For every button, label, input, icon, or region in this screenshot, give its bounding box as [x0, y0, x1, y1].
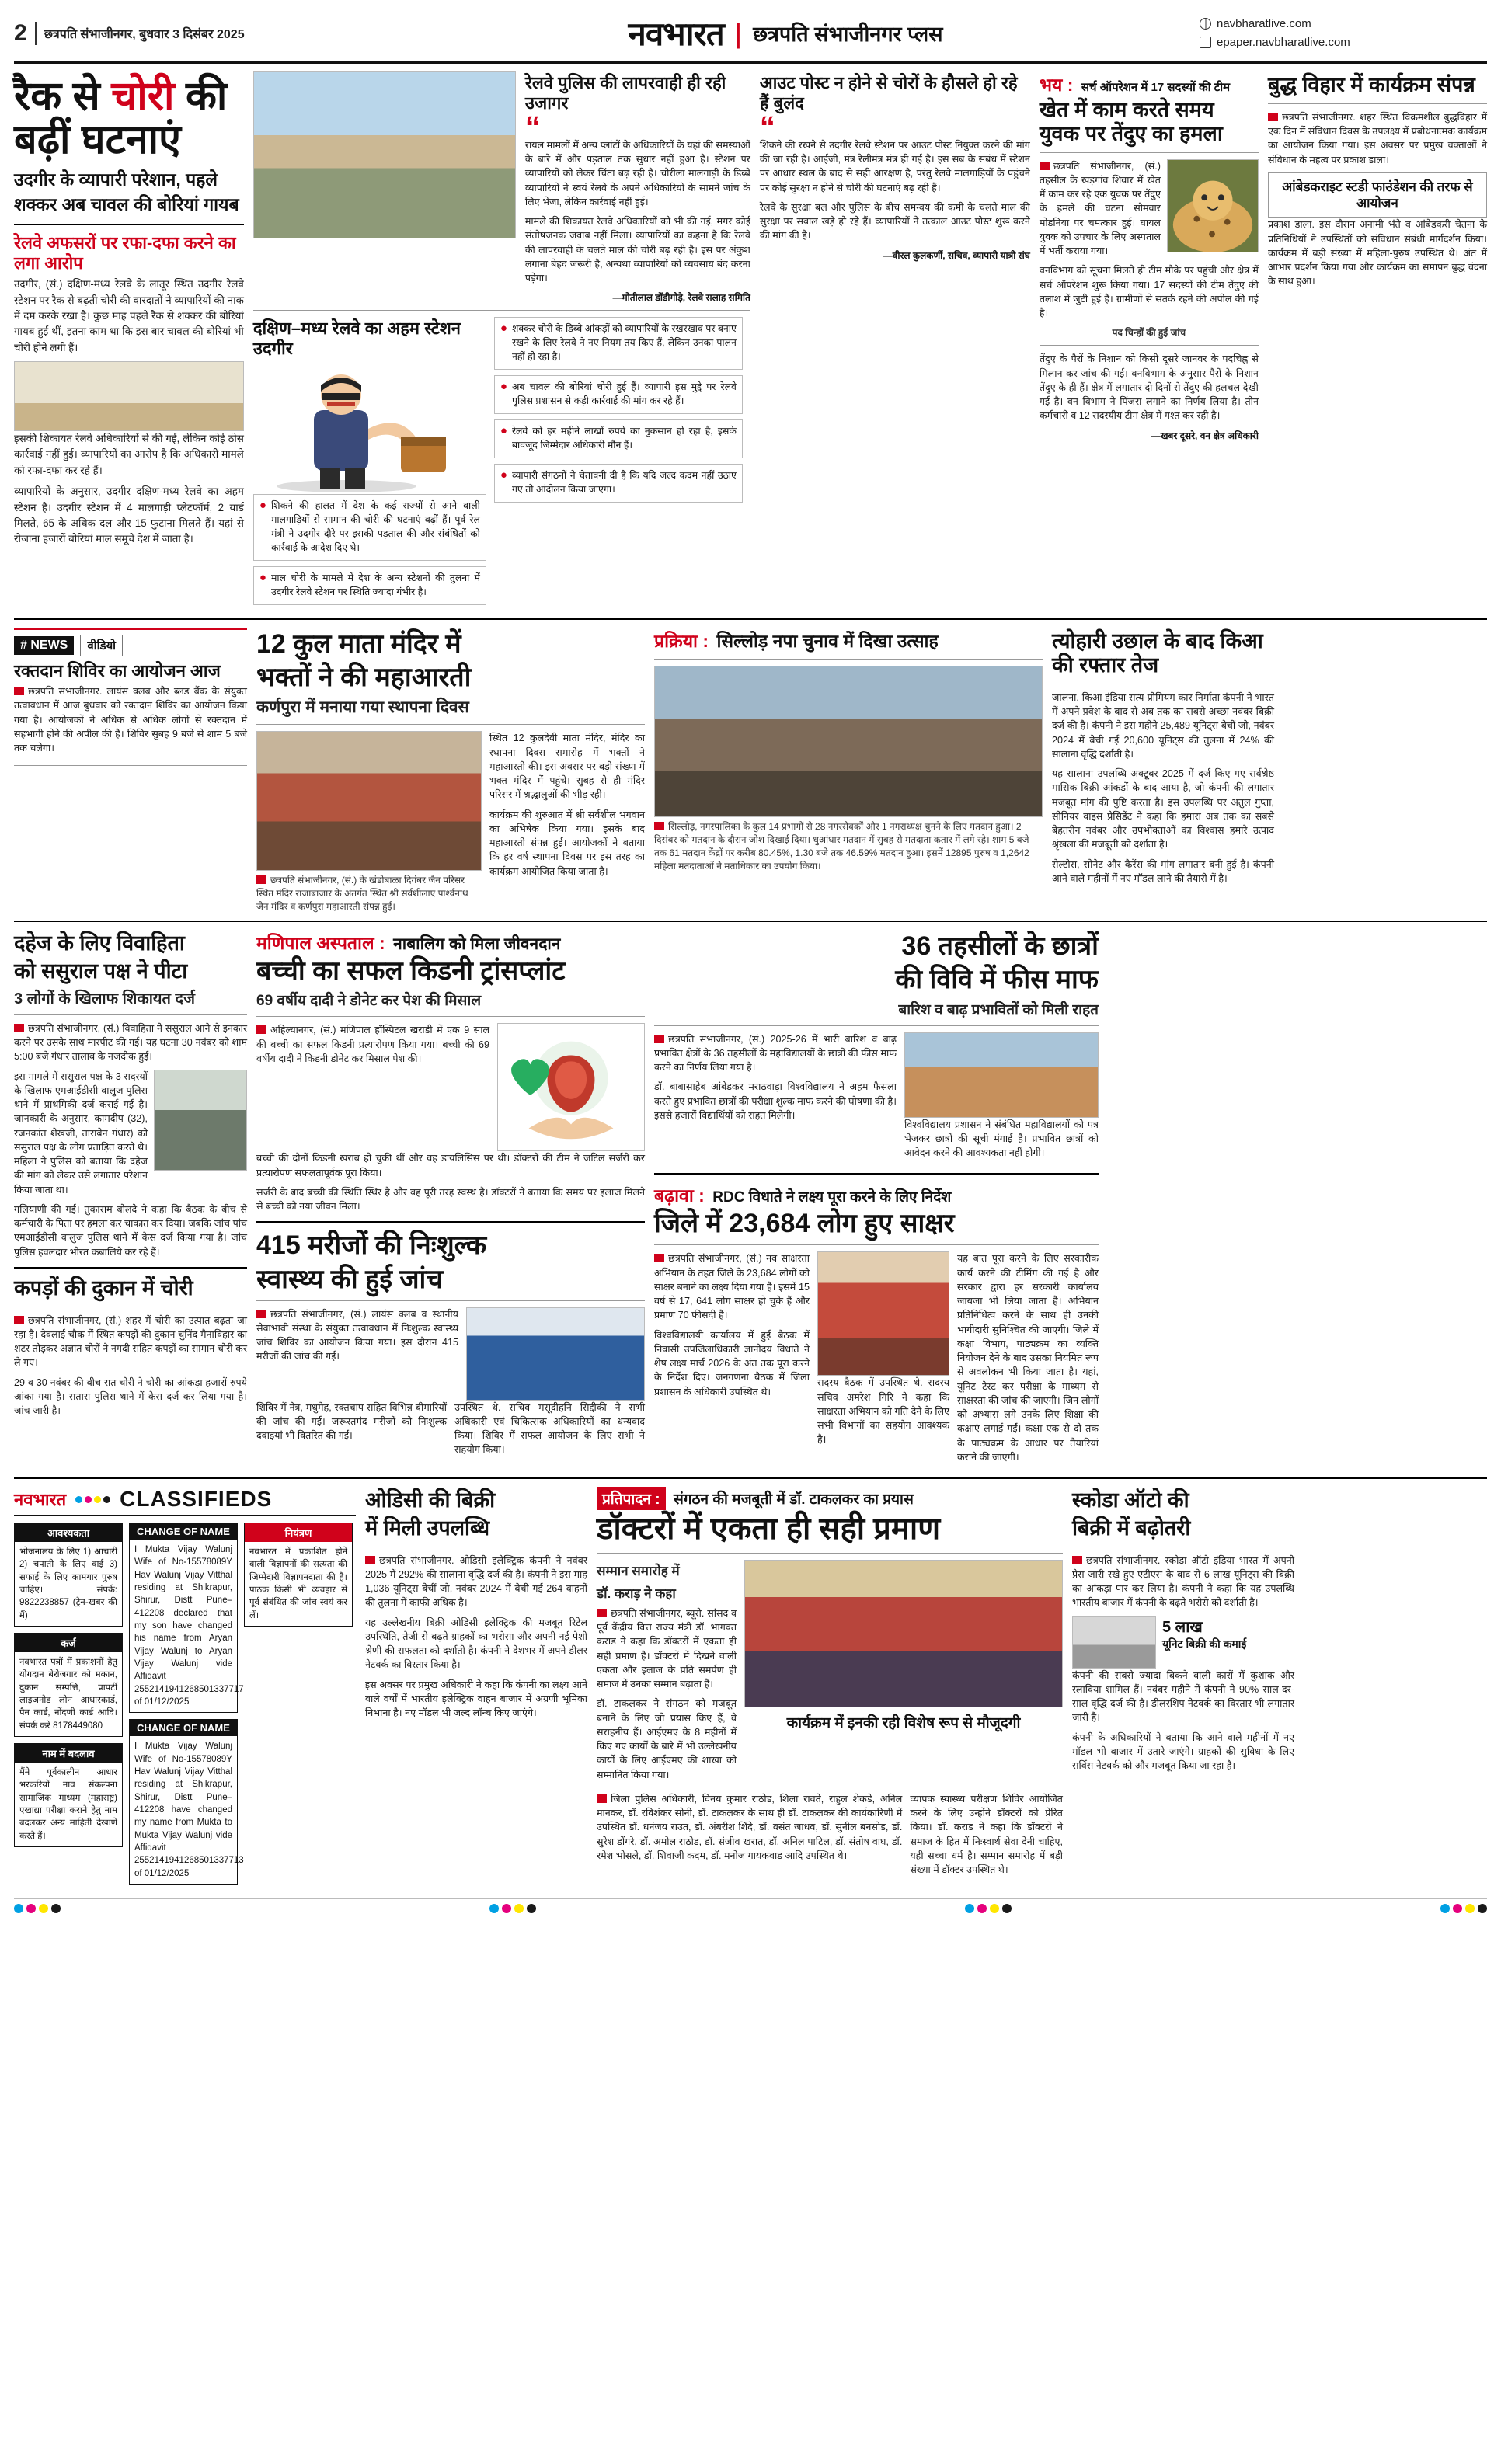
polling-queue-photo — [654, 666, 1043, 817]
classified-ad — [14, 1743, 123, 1847]
column-doctors — [597, 1487, 1063, 1891]
leopard-side-para: तेंदुए के पैरों के निशान को किसी दूसरे जानवर के पदचिह्न से मिलान कर जांच की गई। वनविभाग के अनुसार पैरों के निशान तेंदुए के ही हैं। क्षेत्र में लगातार दो दिनों से तेंदुए की हलचल देखी गई है। वन विभाग ने पिंजरा लगाने का निर्णय लिया है। तीन कर्मचारी व 12 सदस्यीय टीम क्षेत्र में गश्त कर रही है। — [1039, 353, 1259, 422]
bullet-item: ● व्यापारी संगठनों ने चेतावनी दी है कि यदि जल्द कदम नहीं उठाए गए तो आंदोलन किया जाएगा। — [494, 464, 743, 503]
doctors-para-2: डॉ. टाकलकर ने संगठन को मजबूत बनाने के लिए जो प्रयास किए हैं, वे सराहनीय हैं। आईएमए के 8 महीनों में किए गए कार्यों के बारे में भी उल्लेखनीय कार्यों के लिए आईएमए की शाखा को सम्मानित किया गया। — [597, 1698, 737, 1780]
temple-headline-1: 12 कुल माता मंदिर में — [256, 629, 461, 660]
literacy-kicker-rest: RDC विधाते ने लक्ष्य पूरा करने के लिए निर्देश — [712, 1189, 952, 1206]
bullet-item: ● शिकने की हालत में देश के कई राज्यों से आने वाली मालगाड़ियों से सामान की चोरी की घटनाएं बढ़ीं हैं। पूर्व रेल मंत्री ने उदगीर दौरे पर इसकी पड़ताल की और संबंधितों को कार्रवाई के आदेश दिए थे। — [253, 494, 486, 561]
health-camp-headline-2: स्वास्थ्य की हुई जांच — [256, 1264, 443, 1294]
column-2 — [253, 71, 1030, 611]
color-bar-mid2 — [965, 1904, 1012, 1913]
dowry-headline-1: दहेज के लिए विवाहिता — [14, 931, 185, 955]
divider — [597, 1553, 1063, 1554]
manipal-kicker-rest: नाबालिग को मिला जीवनदान — [393, 935, 561, 954]
fee-waiver-para-1: छत्रपति संभाजीनगर, (सं.) 2025-26 में भारी बारिश व बाढ़ प्रभावित क्षेत्रों के 36 तहसीलों के महाविद्यालयों के छात्रों की फीस माफ करने का निर्णय लिया गया है। — [654, 1033, 897, 1074]
temple-para-1: स्थित 12 कुलदेवी माता मंदिर, मंदिर का स्थापना दिवस समारोह में भक्तों ने महाआरती की। इस अवसर पर बड़ी संख्या में भक्त मंदिर में पहुंचे। सुबह से ही मंदिर परिसर में श्रद्धालुओं की भीड़ रही। — [489, 733, 645, 801]
masthead-separator: | — [734, 16, 743, 49]
column-1 — [14, 71, 244, 611]
bullet-dot-icon: ● — [259, 571, 266, 585]
page-number: 2 — [14, 22, 37, 45]
outpost-headline: आउट पोस्ट न होने से चोरों के हौसले हो रहे हैं बुलंद — [759, 73, 1018, 113]
footer-registration-marks — [14, 1898, 1487, 1913]
column-1-row2 — [14, 628, 247, 913]
flag-icon — [1040, 162, 1050, 170]
skoda-para-1: छत्रपति संभाजीनगर. स्कोडा ऑटो इंडिया भारत में अपनी प्रेस जारी रखे हुए एटीएस के बाद से 6 लाख यूनिट्स की बिक्री का आंकड़ा पार कर लिया है। कंपनी ने कहा कि यह उपलब्धि भारतीय बाजार में कंपनी के बढ़ते भरोसे को दर्शाती है। — [1072, 1554, 1294, 1609]
flag-icon — [1268, 113, 1278, 121]
kidney-illustration — [497, 1023, 645, 1151]
flag-icon — [654, 1035, 664, 1043]
masthead — [14, 11, 1487, 64]
column-classifieds — [14, 1487, 356, 1891]
classifieds-column — [244, 1523, 353, 1891]
classified-ad — [14, 1523, 123, 1627]
health-camp-caption: उपस्थित थे. सचिव मसूदीहनि सिद्दीकी ने सभी अधिकारी एवं चिकित्सक अधिकारियों का धन्यवाद किया। शिविर में सफल आयोजन के लिए सभी ने सहयोग किया। — [454, 1401, 645, 1456]
quote-icon: “ — [524, 110, 541, 144]
kia-headline: त्योहारी उछाल के बाद किआ की रफ्तार तेज — [1052, 629, 1263, 677]
temple-subhead: कर्णपुरा में मनाया गया स्थापना दिवस — [256, 698, 469, 717]
doctors-kicker-line — [597, 1487, 1063, 1510]
divider — [256, 1016, 645, 1017]
classifieds-title: CLASSIFIEDS — [120, 1487, 273, 1512]
color-dot-black — [103, 1496, 110, 1503]
color-dot-yellow — [39, 1904, 48, 1913]
classifieds-column — [14, 1523, 123, 1891]
temple-photo-caption: छत्रपति संभाजीनगर, (सं.) के खंडोबाळा दिगंबर जैन परिसर स्थित मंदिर राजाबाजार के अंतर्गत स्थित श्री सर्वशीलाए पार्श्वनाथ जैन मंदिर व कर्णपुरा महाआरती संपन्न हुई। — [256, 875, 468, 913]
flag-icon — [654, 1254, 664, 1262]
health-camp-photo — [466, 1307, 645, 1401]
divider — [14, 921, 1487, 922]
fee-waiver-para-3: विश्वविद्यालय प्रशासन ने संबंधित महाविद्यालयों को पत्र भेजकर छात्रों की सूची मंगाई है। प्रभावित छात्रों को आवेदन करने की आवश्यकता नहीं होगी। — [904, 1119, 1099, 1159]
rail-police-quote-1: रायल मामलों में अन्य प्लांटों के अधिकारियों के यहां की समस्याओं के बारे में और पड़ताल तक सुधार नहीं हुआ है। स्टेशन पर व्यापारियों को लेकर चिंता बढ़ रही है। चोरीला मालगाड़ी के डिब्बे व्यापारियों ने स्वयं रेलवे के अपने अधिकारियों के सामने जांच के लिए भेजा, लेकिन कार्रवाई नहीं हुई। — [524, 139, 750, 207]
divider — [654, 1173, 1099, 1175]
kia-para-1: जालना. किआ इंडिया सत्य-प्रीमियम कार निर्माता कंपनी ने भारत में अपने प्रवेश के बाद से अब तक का सबसे अच्छा नवंबर बिक्री दर्ज की है। कंपनी ने इस महीने 25,489 यूनिट्स बेचीं जो, नवंबर 2024 में बेची गई 20,600 यूनिट्स की तुलना में 24% की सालाना वृद्धि दर्शाती है। — [1052, 691, 1274, 760]
doctors-subhead-2: डॉ. कराड़ ने कहा — [597, 1585, 676, 1601]
temple-para-2: कार्यक्रम की शुरुआत में श्री सर्वशील भगवान का अभिषेक किया गया। इसके बाद महाआरती संपन्न हुई। आयोजकों ने बताया कि हर वर्ष स्थापना दिवस पर इस तरह का कार्यक्रम आयोजित किया जाता है। — [489, 809, 645, 877]
divider — [14, 618, 1487, 620]
flag-icon — [256, 875, 266, 884]
manipal-para-2: बच्ची की दोनों किडनी खराब हो चुकी थीं और वह डायलिसिस पर थी। डॉक्टरों की टीम ने जटिल सर्जरी कर प्रत्यारोपण सफलतापूर्वक पूरा किया। — [256, 1153, 645, 1178]
column-dowry — [14, 930, 247, 1470]
literacy-kicker: बढ़ावा : — [654, 1185, 705, 1206]
divider — [256, 1300, 645, 1301]
dowry-para-2: इस मामले में ससुराल पक्ष के 3 सदस्यों के खिलाफ एमआईडीसी वालुज पुलिस थाने में प्राथमिकी दर्ज कराई गई है। जानकारी के अनुसार, कामदीप (32), रजनकांत शेखजी, ताराबेन गंधार) को ससुराल पक्ष के लोग प्रताड़ित करते थे। महिला ने पुलिस को बताया कि दहेज की मांग को लेकर उसे लगातार परेशान किया जाता था। — [14, 1070, 148, 1195]
skoda-car-photo — [1072, 1616, 1156, 1669]
leopard-kicker-line — [1040, 71, 1259, 96]
column-skoda — [1072, 1487, 1294, 1891]
column-temple — [256, 628, 645, 913]
divider — [1040, 345, 1259, 346]
flag-icon — [1072, 1556, 1082, 1564]
literacy-para-3: सदस्य बैठक में उपस्थित थे. सदस्य सचिव अमरेश गिरि ने कहा कि साक्षरता अभियान को गति देने के लिए सभी विभागों का सहयोग आवश्यक है। — [817, 1377, 949, 1446]
felicitation-photo — [744, 1560, 1063, 1707]
color-dot-cyan — [965, 1904, 974, 1913]
row-two — [14, 628, 1487, 913]
doctors-photo-caption: कार्यक्रम में इनकी रही विशेष रूप से मौजूदगी — [786, 1714, 1021, 1731]
literacy-photo — [817, 1251, 949, 1376]
color-dot-cyan — [75, 1496, 82, 1503]
leopard-kicker-rest: सर्च ऑपरेशन में 17 सदस्यों की टीम — [1081, 81, 1231, 94]
lead-side-para-3: व्यापारियों के अनुसार, उदगीर दक्षिण-मध्य रेलवे का अहम स्टेशन है। उदगीर स्टेशन में 4 मालगाड़ी प्लेटफॉर्म, 2 यार्ड मिलते, 65 के अधिक दल और 15 फुटाना मिलते हैं। यहां से रोजाना हजारों बोरियां माल समूचे देश में जाता है। — [14, 485, 244, 545]
classified-ad-title: CHANGE OF NAME — [130, 1523, 237, 1540]
manipal-subhead: 69 वर्षीय दादी ने डोनेट कर पेश की मिसाल — [256, 993, 482, 1010]
udgir-board-photo — [14, 361, 244, 431]
outpost-quote-1: शिकने की रखने से उदगीर रेलवे स्टेशन पर आउट पोस्ट नियुक्त करने की मांग की जा रही है। आईजी, मंत्र रेलीमंत्र मंत्र ही गई है। इस सब के संबंध में स्टेशन पर आधार स्थल के बाद से सही आरक्षण है, परंतु रेलवे मालगाड़ियों के पहुंचने पर कोई सुरक्षा न होने से चोरी की घटनाएं बढ़ रही हैं। — [759, 139, 1030, 193]
bullet-dot-icon: ● — [259, 499, 266, 513]
skoda-headline-2: बिक्री में बढ़ोतरी — [1072, 1516, 1191, 1540]
leopard-credit: —खबर दूसरे, वन क्षेत्र अधिकारी — [1151, 430, 1259, 441]
bullet-dot-icon: ● — [500, 424, 507, 438]
dowry-para-1: छत्रपति संभाजीनगर, (सं.) विवाहिता ने ससुराल आने से इनकार करने पर उसके साथ मारपीट की गई। यह घटना 30 नवंबर को शाम 5:00 बजे गंधार तालाब के नजदीक हुई। — [14, 1022, 247, 1063]
university-gate-photo — [904, 1032, 1099, 1118]
odissi-para-3: इस अवसर पर प्रमुख अधिकारी ने कहा कि कंपनी का लक्ष्य आने वाले वर्षों में भारतीय इलेक्ट्रिक वाहन बाजार में अग्रणी भूमिका निभाना है। नए मॉडल भी जल्द लॉन्च किए जाएंगे। — [365, 1679, 587, 1719]
lead-side-headline: रेलवे अफसरों पर रफा-दफा करने का लगा आरोप — [14, 233, 236, 273]
edition-dateline: छत्रपति संभाजीनगर, बुधवार 3 दिसंबर 2025 — [44, 27, 245, 41]
color-dot-magenta — [1453, 1904, 1462, 1913]
column-fee-literacy — [654, 930, 1099, 1470]
railway-station-photo — [253, 71, 516, 238]
color-dot-black — [1002, 1904, 1012, 1913]
skoda-para-3: कंपनी के अधिकारियों ने बताया कि आने वाले महीनों में नए मॉडल भी बाजार में उतारे जाएंगे। ग्राहकों की सुविधा के लिए सर्विस नेटवर्क को और मजबूत किया जा रहा है। — [1072, 1731, 1294, 1772]
classifieds-grid — [14, 1523, 356, 1891]
flag-icon — [14, 1316, 24, 1324]
cloth-theft-headline: कपड़ों की दुकान में चोरी — [14, 1276, 193, 1300]
masthead-center — [371, 11, 1200, 55]
kidney-graphic-svg — [498, 1024, 644, 1151]
row-lead — [14, 71, 1487, 611]
leopard-illustration-svg — [1168, 160, 1258, 252]
classified-ad-title: कर्ज — [15, 1634, 122, 1652]
divider — [256, 724, 645, 725]
color-dot-magenta — [502, 1904, 511, 1913]
classified-ad — [14, 1633, 123, 1737]
thief-cartoon — [253, 362, 486, 494]
divider — [654, 1244, 1099, 1245]
color-dot-cyan — [489, 1904, 499, 1913]
manipal-kicker-line — [256, 930, 645, 955]
bullet-dot-icon: ● — [500, 380, 507, 394]
publication-logo: नवभारत — [628, 16, 724, 52]
classified-ad — [244, 1523, 353, 1627]
kia-para-3: सेल्टोस, सोनेट और कैरेंस की मांग लगातार बनी हुई है। कंपनी आने वाले महीनों में नए मॉडल लाने की तैयारी में है। — [1052, 858, 1274, 884]
dowry-subhead: 3 लोगों के खिलाफ शिकायत दर्ज — [14, 990, 195, 1008]
bullet-item: ● माल चोरी के मामले में देश के अन्य स्टेशनों की तुलना में उदगीर रेलवे स्टेशन पर स्थिति ज्यादा गंभीर है। — [253, 566, 486, 605]
health-camp-para-1: छत्रपति संभाजीनगर, (सं.) लायंस क्लब व स्थानीय सेवाभावी संस्था के संयुक्त तत्वावधान में निःशुल्क स्वास्थ्य जांच शिविर का आयोजन किया गया। इस दौरान 415 मरीजों की जांच की गई। — [256, 1308, 458, 1363]
classified-ad — [129, 1719, 244, 1885]
literacy-headline: जिले में 23,684 लोग हुए साक्षर — [654, 1209, 955, 1239]
classified-ad-title: नियंत्रण — [245, 1523, 352, 1542]
leopard-photo-caption: पद चिन्हों की हुई जांच — [1112, 327, 1186, 339]
classified-ad-title: नाम में बदलाव — [15, 1744, 122, 1763]
skoda-stat-label: यूनिट बिक्री की कमाई — [1162, 1637, 1247, 1650]
column-4 — [1268, 71, 1487, 611]
row-three — [14, 930, 1487, 1470]
fee-waiver-para-2: डॉ. बाबासाहेब आंबेडकर मराठवाड़ा विश्वविद्यालय ने अहम फैसला करते हुए प्रभावित छात्रों की परीक्षा शुल्क माफ करने की घोषणा की है। इससे हजारों विद्यार्थियों को राहत मिलेगी। — [654, 1081, 897, 1121]
buddha-para-2: प्रकाश डाला. इस दौरान अनामी भंते व आंबेडकरी चेतना के प्रतिनिधियों ने उपस्थितों को संविधान संबंधी मार्गदर्शन किया। कार्यक्रम में बड़ी संख्या में महिला-पुरुष उपस्थित थे। अंत में आभार प्रदर्शन किया गया और कार्यक्रम का समापन बुद्ध वंदना के साथ हुआ। — [1267, 219, 1487, 287]
odissi-headline-2: में मिली उपलब्धि — [365, 1516, 490, 1540]
color-dot-yellow — [514, 1904, 524, 1913]
flag-icon — [256, 1025, 266, 1034]
edition-name: छत्रपति संभाजीनगर प्लस — [753, 23, 943, 46]
classified-ad-title: CHANGE OF NAME — [130, 1720, 237, 1736]
bullet-dot-icon: ● — [500, 322, 507, 336]
skoda-stat-value: 5 लाख — [1162, 1618, 1203, 1636]
leopard-kicker: भय : — [1039, 75, 1074, 95]
column-manipal — [256, 930, 645, 1470]
lead-side-para-1: उदगीर, (सं.) दक्षिण-मध्य रेलवे के लातूर स्थित उदगीर रेलवे स्टेशन पर रैक से बढ़ती चोरी की वारदातों ने व्यापारियों की नाक में दम करके रखा है। कुछ माह पहले रैक से शक्कर की बोरियां गायब हुईं थीं, इतना काम था कि इस बार चावल की बोरियां भी चोरी होने लगी हैं। — [14, 278, 244, 353]
election-kicker-line — [654, 628, 1043, 653]
classified-ad-body: भोजनालय के लिए 1) आचारी 2) चपाती के लिए वाई 3) सफाई के लिए कामगार पुरुष चाहिए। संपर्क: 9822238857 (ट्रेन-खबर की मैं) — [19, 1547, 117, 1620]
flag-icon — [256, 1310, 266, 1318]
leopard-para-2: वनविभाग को सूचना मिलते ही टीम मौके पर पहुंची और क्षेत्र में सर्च ऑपरेशन शुरू किया गया। 17 सदस्यों की टीम तेंदुए की तलाश में जुटी हुई है। ग्रामीणों से सतर्क रहने की अपील की गई है। — [1039, 265, 1259, 319]
masthead-left — [14, 19, 371, 46]
classifieds-dots — [75, 1496, 110, 1503]
quote-icon: “ — [759, 110, 775, 144]
flag-icon — [654, 822, 664, 830]
doctors-caption-body: जिला पुलिस अधिकारी, विनय कुमार राठोड, शिला रावते, राहुल शेकडे, अनिल मानकर, डॉ. रविशंकर सोनी, डॉ. टाकलकर के साथ ही डॉ. टाकलकर की कार्यकारिणी में उपस्थित डॉ. धनंजय राउत, डॉ. अंबरीश शिंदे, डॉ. वसंत जाधव, डॉ. सुनील बनसोड, डॉ. सुरेश डोंगरे, डॉ. अमोल राठोड, डॉ. संजीव खरात, डॉ. अनिल पाटिल, डॉ. संतोष वाघ, डॉ. रमेश भोसले, डॉ. शिवाजी कदम, डॉ. मनोज गायकवाड आदि उपस्थित थे। — [597, 1793, 903, 1861]
dowry-headline-2: को ससुराल पक्ष ने पीटा — [14, 959, 188, 983]
divider — [14, 1014, 247, 1015]
video-tag[interactable]: वीडियो — [80, 635, 123, 656]
thief-illustration-svg — [253, 362, 479, 494]
classifieds-column — [129, 1523, 244, 1891]
classified-ad — [129, 1523, 244, 1713]
divider — [14, 1267, 247, 1269]
buddha-para-1: छत्रपति संभाजीनगर. शहर स्थित विक्रमशील बुद्धविहार में एक दिन में संविधान दिवस के उपलक्ष्य में प्रबोधनात्मक कार्यक्रम का आयोजन किया गया। इस अवसर पर प्रमुख वक्ताओं ने संविधान के महत्व पर प्रकाश डाला। — [1267, 111, 1487, 165]
column-3 — [1040, 71, 1259, 611]
skoda-para-2: कंपनी की सबसे ज्यादा बिकने वाली कारों में कुशाक और स्लाविया शामिल हैं। नवंबर महीने में कंपनी ने 90% साल-दर-साल वृद्धि दर्ज की है। डीलरशिप नेटवर्क का विस्तार भी लगातार जारी है। — [1072, 1669, 1294, 1724]
dowry-caption: गलियाणी की गई। तुकाराम बोलदे ने कहा कि बैठक के बीच से कर्मचारी के पिता पर हमला कर चाकात कर दिया। जबकि जांच पांच एमआईडीसी वालुज पुलिस थाने में केस दर्ज किया गया है। जांच पुलिस हवलदार भीरत कबालिये कर रहे हैं। — [14, 1203, 247, 1258]
epaper-url[interactable]: epaper.navbharatlive.com — [1217, 35, 1350, 49]
rail-police-quote-2: मामले की शिकायत रेलवे अधिकारियों को भी की गई, मगर कोई संतोषजनक जवाब नहीं मिला। व्यापारियों का कहना है कि रेलवे की लापरवाही के चलते माल की चोरी बढ़ रही है। इस पर अंकुश लगाना बेहद जरूरी है, अन्यथा व्यापारियों को व्यवसाय बंद करना पड़ेगा। — [524, 216, 750, 284]
manipal-kicker: मणिपाल अस्पताल : — [256, 933, 385, 954]
color-dot-cyan — [14, 1904, 23, 1913]
bullet-item: ● अब चावल की बोरियां चोरी हुई हैं। व्यापारी इस मुद्दे पर रेलवे पुलिस प्रशासन से कड़ी कार्रवाई की मांग कर रहे हैं। — [494, 375, 743, 414]
color-dot-black — [1478, 1904, 1487, 1913]
divider — [253, 310, 750, 311]
column-election — [654, 628, 1043, 913]
classified-ad-body: I Mukta Vijay Walunj Wife of No-15578089Y Hav Walunj Vijay Vitthal residing at Shikrapur, Shirur, Distt Pune–412208 have changed my name from Mukta to Mukta Vijay Walunj vide Affidavit 2552141941268501337713 of 01/12/2025 — [134, 1742, 244, 1878]
classified-ad-body: नवभारत में प्रकाशित होने वाली विज्ञापनों की सत्यता की जिम्मेदारी विज्ञापनदाता की है। पाठक किसी भी व्यवहार से पूर्व संबंधित की जांच स्वयं कर लें। — [249, 1547, 347, 1620]
literacy-kicker-line — [654, 1182, 1099, 1207]
lead-subhead: उदगीर के व्यापारी परेशान, पहले शक्कर अब चावल की बोरियां गायब — [14, 169, 239, 215]
column-odissi — [365, 1487, 587, 1891]
leopard-headline: खेत में काम करते समय युवक पर तेंदुए का हमला — [1039, 98, 1223, 145]
doctors-para-3: व्यापक स्वास्थ्य परीक्षण शिविर आयोजित करने के लिए उन्होंने डॉक्टरों को प्रेरित किया। डॉ. कराड ने कहा कि डॉक्टरों ने समाज के हित में निःस्वार्थ सेवा देनी चाहिए, यही सच्चा धर्म है। सम्मान समारोह में बड़ी संख्या में डॉक्टर उपस्थित थे। — [910, 1793, 1063, 1876]
classified-ad-body: I Mukta Vijay Walunj Wife of No-15578089Y Hav Walunj Vijay Vitthal residing at Shikrapur, Shirur, Distt Pune–412208 declared that my son have changed his name from Aryan Vijay Walunj to Aryan Vijay Walunj vide Affidavit 2552141941268501337717 of 01/12/2025 — [134, 1545, 244, 1707]
buddha-headline: बुद्ध विहार में कार्यक्रम संपन्न — [1267, 73, 1475, 96]
manipal-para-1: अहिल्यानगर, (सं.) मणिपाल हॉस्पिटल खराडी में एक 9 साल की बच्ची का सफल किडनी प्रत्यारोपण किया गया। बच्ची की 69 वर्षीय दादी ने किडनी डोनेट कर मिसाल पेश की। — [256, 1025, 489, 1064]
classified-ad-title: आवश्यकता — [15, 1523, 122, 1542]
doctors-para-1: छत्रपति संभाजीनगर, ब्यूरो. सांसद व पूर्व केंद्रीय वित्त राज्य मंत्री डॉ. भागवत कराड ने कहा कि डॉक्टरों में एकता ही सही प्रमाण है। डॉक्टरों में दिखने वाली एकता और इलाज के प्रति समर्पण ही समाज में उनका सम्मान बढ़ाता है। — [597, 1607, 737, 1690]
color-dot-magenta — [977, 1904, 987, 1913]
outpost-credit: —वीरल कुलकर्णी, सचिव, व्यापारी यात्री संघ — [883, 249, 1030, 261]
lead-side-para-2: इसकी शिकायत रेलवे अधिकारियों से की गई, लेकिन कोई ठोस कार्रवाई नहीं हुई। व्यापारियों का आरोप है कि अधिकारी मामले को रफा-दफा कर रहे हैं। — [14, 433, 244, 476]
doctors-kicker: प्रतिपादन : — [597, 1487, 666, 1510]
doctors-kicker-rest: संगठन की मजबूती में डॉ. टाकलकर का प्रयास — [673, 1491, 914, 1509]
color-bar-left — [14, 1904, 61, 1913]
flag-icon — [14, 1024, 24, 1032]
bullet-dot-icon: ● — [500, 468, 507, 482]
color-dot-yellow — [1465, 1904, 1475, 1913]
fee-waiver-headline-2: की विवि में फीस माफ — [895, 965, 1099, 995]
divider — [256, 1221, 645, 1223]
flag-icon — [365, 1556, 375, 1564]
color-dot-cyan — [1440, 1904, 1450, 1913]
column-kia — [1052, 628, 1274, 913]
classifieds-header — [14, 1487, 356, 1516]
manipal-para-3: सर्जरी के बाद बच्ची की स्थिति स्थिर है और वह पूरी तरह स्वस्थ है। डॉक्टरों ने बताया कि समय पर इलाज मिलने से बच्ची को नया जीवन मिला। — [256, 1186, 645, 1213]
election-kicker-rest: सिल्लोड़ नपा चुनाव में दिखा उत्साह — [716, 631, 939, 652]
election-kicker: प्रक्रिया : — [654, 631, 709, 652]
color-dot-magenta — [85, 1496, 92, 1503]
skoda-headline-1: स्कोडा ऑटो की — [1072, 1488, 1189, 1512]
odissi-headline-1: ओडिसी की बिक्री — [365, 1488, 496, 1512]
color-dot-magenta — [26, 1904, 36, 1913]
bullet-item: ● शक्कर चोरी के डिब्बे आंकड़ों को व्यापारियों के रखरखाव पर बनाए रखने के लिए रेलवे ने नए नियम तय किए हैं, लेकिन उनका पालन नहीं हो रहा है। — [494, 317, 743, 370]
rail-police-headline: रेलवे पुलिस की लापरवाही ही रही उजागर — [524, 73, 726, 113]
blood-camp-body: छत्रपति संभाजीनगर. लायंस क्लब और ब्लड बैंक के संयुक्त तत्वावधान में आज बुधवार को रक्तदान शिविर का आयोजन किया गया है। आयोजकों ने अधिक से अधिक लोगों से रक्तदान में सहभागी होने की अपील की है। शिविर सुबह 9 बजे से शाम 5 बजे तक चलेगा। — [14, 686, 247, 754]
cloth-theft-para-2: 29 व 30 नवंबर की बीच रात चोरी ने चोरी का आंकड़ा हजारों रुपये आंका गया है। सतारा पुलिस थाने में केस दर्ज कर लिया गया है। जांच जारी है। — [14, 1376, 247, 1417]
odissi-para-2: यह उल्लेखनीय बिक्री ओडिसी इलेक्ट्रिक की मजबूत रिटेल उपस्थिति, तेजी से बढ़ते ग्राहकों का भरोसा और अपनी नई पेशी श्रेणी की सफलता को दर्शाती है। कंपनी ने देशभर में अपने डीलर नेटवर्क का विस्तार किया है। — [365, 1617, 587, 1671]
row-four — [14, 1487, 1487, 1891]
doctors-headline: डॉक्टरों में एकता ही सही प्रमाण — [597, 1512, 941, 1547]
color-dot-black — [527, 1904, 536, 1913]
fee-waiver-headline-1: 36 तहसीलों के छात्रों — [901, 931, 1099, 962]
doctors-subhead-1: सम्मान समारोह में — [597, 1563, 680, 1578]
color-bar-mid — [489, 1904, 536, 1913]
odissi-para-1: छत्रपति संभाजीनगर. ओडिसी इलेक्ट्रिक कंपनी ने नवंबर 2025 में 292% की सालाना वृद्धि दर्ज की है। कंपनी ने इस माह 1,036 यूनिट्स बेचीं जो, नवंबर 2024 में बेची गई 264 वाहनों की तुलना में काफी अधिक है। — [365, 1554, 587, 1609]
flag-icon — [14, 687, 24, 695]
health-camp-para-2: शिविर में नेत्र, मधुमेह, रक्तचाप सहित विभिन्न बीमारियों की जांच की गई। जरूरतमंद मरीजों को निःशुल्क दवाइयां भी वितरित की गईं। — [256, 1401, 447, 1442]
mail-icon — [1200, 37, 1211, 48]
leopard-photo — [1167, 159, 1259, 252]
kia-para-2: यह सालाना उपलब्धि अक्टूबर 2025 में दर्ज किए गए सर्वश्रेष्ठ मासिक बिक्री आंकड़ों के बाद आया है, जो कंपनी की लगातार मजबूत मांग की पुष्टि करता है। इस उपलब्धि पर अतुल गुप्ता, सीनियर वाइस प्रेसिडेंट ने कहा कि हमारा अब तक का सबसे बेहतरीन नवंबर और उपभोक्ताओं का विश्वास हमारे उत्पाद श्रृंखला की मजबूती को दर्शाता है। — [1052, 768, 1274, 851]
manipal-headline: बच्ची का सफल किडनी ट्रांसप्लांट — [256, 956, 566, 987]
temple-headline-2: भक्तों ने की महाआरती — [256, 663, 472, 693]
globe-icon — [1200, 18, 1211, 30]
lead-headline: रैक से चोरी की बढ़ीं घटनाएं — [14, 74, 228, 163]
udgir-station-subhead: दक्षिण–मध्य रेलवे का अहम स्टेशन उदगीर — [252, 318, 461, 359]
news-hashtag[interactable]: # NEWS — [14, 636, 74, 655]
divider — [654, 659, 1043, 660]
leopard-para-1: छत्रपति संभाजीनगर, (सं.) तहसील के खड़गांव शिवार में खेत में काम कर रहे एक युवक पर तेंदुए के हमले की घटना सोमवार मोडनिया पर चमत्कार हुई। घायल युवक को उपचार के लिए अस्पताल में भर्ती कराया गया। — [1039, 160, 1161, 257]
literacy-para-1: छत्रपति संभाजीनगर, (सं.) नव साक्षरता अभियान के तहत जिले के 23,684 लोगों को साक्षर बनाने का लक्ष्य दिया गया है। इसमें 15 वर्ष से 17, 641 लोग साक्षर हो चुके हैं और प्रमाण 70 फीसदी है। — [654, 1253, 810, 1321]
news-strip — [14, 628, 247, 766]
color-dot-yellow — [990, 1904, 999, 1913]
flag-icon — [597, 1794, 607, 1803]
flag-icon — [597, 1609, 607, 1617]
divider — [1040, 152, 1259, 153]
divider — [14, 224, 244, 225]
classified-ad-body: मैंने पूर्वकालीन आधार भरकरियों नाव संकल्पना सामाजिक माध्यम (महाराष्ट्र) एखाद्या परीक्षा कराने हेतु नाम बदलकर अन्य माहिती देखाणे करते हैं। — [19, 1768, 117, 1841]
blood-camp-headline: रक्तदान शिविर का आयोजन आज — [14, 661, 221, 681]
buddha-subhead-box: आंबेडकराइट स्टडी फाउंडेशन की तरफ से आयोजन — [1268, 172, 1487, 218]
classified-ad-body: नवभारत पत्रों में प्रकाशनों हेतु योगदान बेरोजगार को मकान, दुकान सम्पत्ति, प्रापर्टी लाइजनोड लोन आधारकार्ड, पैन कार्ड, नोंदणी कार्ड आदि। संपर्क करें 8178449080 — [19, 1658, 117, 1731]
literacy-para-2: विश्वविद्यालयी कार्यालय में हुई बैठक में निवासी उपजिलाधिकारी ज्ञानोदय विधाते ने शेष लक्ष्य मार्च 2026 के अंत तक पूरा करने के निर्देश दिए। जनगणना बैठक में जिला प्रशासन के अधिकारी उपस्थित थे। — [654, 1329, 810, 1397]
rail-police-credit: —मोतीलाल डोंडीगोड़े, रेलवे सलाह समिति — [612, 292, 750, 304]
divider — [14, 1477, 1487, 1479]
election-photo-caption: सिल्लोड़, नगरपालिका के कुल 14 प्रभागों से 28 नगरसेवकों और 1 नगराध्यक्ष चुनने के लिए मतदान हुआ। 2 दिसंबर को मतदान के दौरान जोश दिखाई दिया। धुआंधार मतदान में सुबह से मतदाता कतार में लगे रहे। शाम 5 बजे तक 61 मतदान केंद्रों पर करीब 80.45%, 1.30 बजे तक 46.59% मतदान हुआ। इसमें 12895 पुरुष व 1,2642 महिला मतदाताओं ने मताधिकार का उपयोग किया। — [654, 821, 1029, 872]
website-url[interactable]: navbharatlive.com — [1217, 17, 1311, 31]
police-photo — [154, 1070, 247, 1171]
literacy-side-para: यह बात पूरा करने के लिए सरकारीक कार्य करने की टीमिंग की गई है और सरकार द्वारा हर सरकारी कार्यालय जायजा भी लिया जाता है। अभियान प्रतिनिधित्व करने के साथ ही उनकी भागीदारी सुनिश्चित की जाएगी। जिले में कक्षा विभाग, पाठ्यक्रम का व्यक्ति नियोजन देने के बाद उसका नियमित रूप से अवलोकन भी किया जाता है। यहां, यूनिट टेस्ट कर परीक्षा के माध्यम से साक्षरता की जांच की जाएगी। जिन लोगों को अभ्यास लगे उनके लिए शिक्षा की कक्षाएं लगाई गईं। कक्षा एक से दो तक के पाठ्यक्रम के आधार पर तैयारियां कराने की जाएगी। — [957, 1253, 1099, 1463]
fee-waiver-subhead: बारिश व बाढ़ प्रभावितों को मिली राहत — [898, 1001, 1099, 1018]
divider — [654, 1025, 1099, 1026]
outpost-quote-2: रेलवे के सुरक्षा बल और पुलिस के बीच समन्वय की कमी के चलते माल की सुरक्षा पर सवाल खड़े हो रहे हैं। व्यापारियों ने तत्काल आउट पोस्ट शुरू करने की मांग की है। — [759, 201, 1030, 242]
color-dot-black — [51, 1904, 61, 1913]
news-strip-tags — [14, 635, 247, 656]
divider — [1268, 103, 1487, 104]
cloth-theft-para-1: छत्रपति संभाजीनगर, (सं.) शहर में चोरी का उत्पात बढ़ता जा रहा है। देवलाई चौक में स्थित कपड़ों की दुकान चुनिंद मैनाविहार का शटर तोड़कर अज्ञात चोरों ने नगदी सहित कपड़ों का सामान चोरी कर ले गए। — [14, 1314, 247, 1369]
masthead-links — [1200, 15, 1487, 51]
color-dot-yellow — [94, 1496, 101, 1503]
color-bar-right — [1440, 1904, 1487, 1913]
bullet-item: ● रेलवे को हर महीने लाखों रुपये का नुकसान हो रहा है, इसके बावजूद जिम्मेदार अधिकारी मौन हैं। — [494, 419, 743, 458]
health-camp-headline-1: 415 मरीजों की निःशुल्क — [256, 1230, 487, 1261]
temple-crowd-photo — [256, 731, 482, 871]
classifieds-logo: नवभारत — [14, 1490, 67, 1510]
